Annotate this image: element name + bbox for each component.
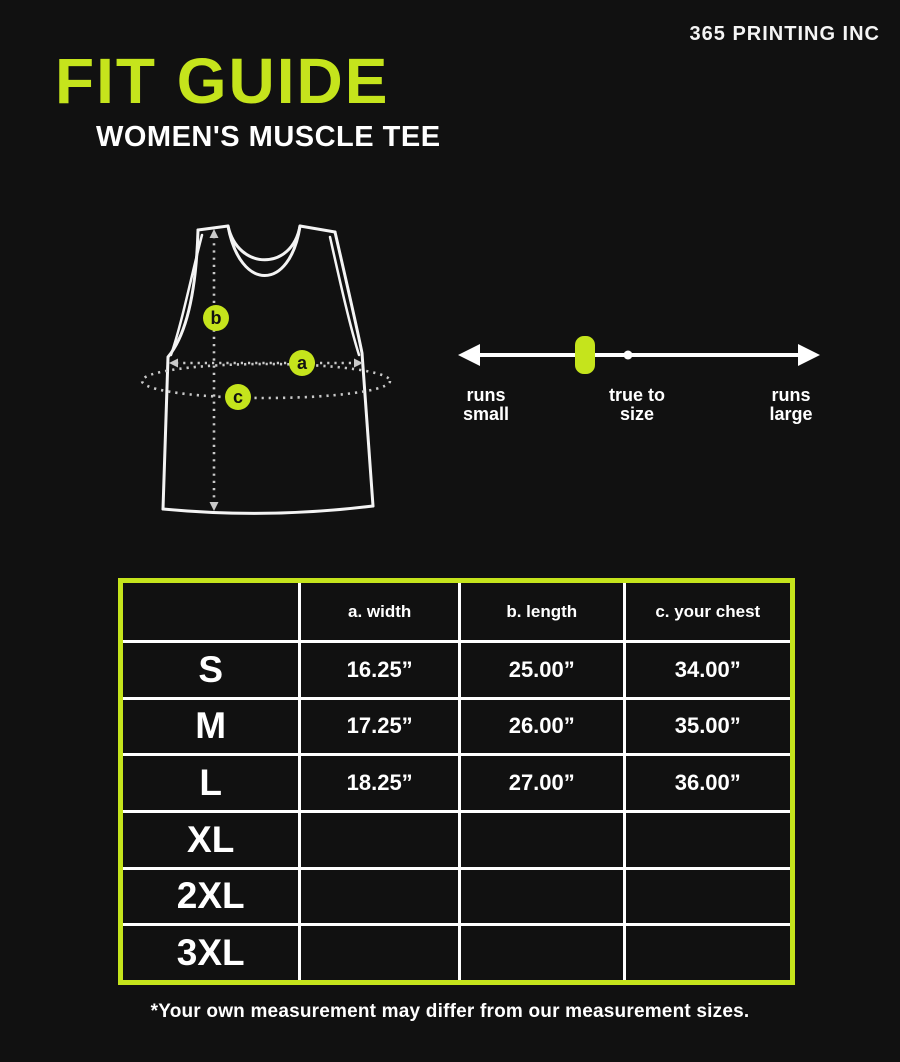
label-line: true to [609, 385, 665, 405]
fit-indicator [575, 336, 595, 374]
arrowhead-right [798, 344, 820, 366]
measurement-cell [623, 810, 791, 867]
size-label: XL [123, 810, 298, 867]
size-table [118, 578, 795, 985]
marker-c-letter: c [232, 387, 244, 407]
column-header: c. your chest [623, 583, 791, 640]
fit-scale-arrow [458, 344, 820, 366]
size-label: S [123, 640, 298, 697]
measure-marker-a [289, 350, 315, 376]
arrowhead-left [458, 344, 480, 366]
measure-marker-b [203, 305, 229, 331]
label-line: size [619, 404, 655, 424]
measurement-cell: 26.00” [458, 697, 623, 754]
measurement-cell: 35.00” [623, 697, 791, 754]
muscle-tee-diagram [140, 205, 410, 525]
page-subtitle: WOMEN'S MUSCLE TEE [96, 121, 441, 153]
label-line: runs [771, 385, 811, 405]
chest-measure-ellipse [142, 364, 390, 398]
measurement-cell: 18.25” [298, 753, 458, 810]
label-line: runs [466, 385, 506, 405]
column-header: b. length [458, 583, 623, 640]
size-label: L [123, 753, 298, 810]
fit-scale-label-runs-small [463, 386, 509, 424]
label-line: large [769, 404, 813, 424]
fit-scale-label-runs-large [769, 386, 812, 424]
footnote: *Your own measurement may differ from our measurement sizes. [150, 1001, 750, 1022]
measurement-cell [298, 867, 458, 924]
measurement-cell: 34.00” [623, 640, 791, 697]
size-label: M [123, 697, 298, 754]
size-label: 3XL [123, 923, 298, 980]
page-title: FIT GUIDE [55, 45, 390, 117]
measurement-cell [623, 867, 791, 924]
corner-header-cell [123, 583, 298, 640]
fit-scale [450, 330, 850, 380]
measurement-cell [458, 810, 623, 867]
measurement-cell [623, 923, 791, 980]
measurement-cell: 25.00” [458, 640, 623, 697]
measurement-cell: 36.00” [623, 753, 791, 810]
measurement-cell [458, 867, 623, 924]
measurement-cell [298, 810, 458, 867]
measurement-arrowheads [169, 229, 363, 511]
column-header: a. width [298, 583, 458, 640]
fit-scale-label-true-to-size [609, 386, 665, 424]
measurement-cell [458, 923, 623, 980]
size-label: 2XL [123, 867, 298, 924]
measurement-cell: 27.00” [458, 753, 623, 810]
brand-name: 365 PRINTING INC [689, 23, 880, 45]
measurement-cell [298, 923, 458, 980]
measurement-cell: 16.25” [298, 640, 458, 697]
marker-b-letter: b [210, 308, 222, 328]
tee-outline [163, 226, 373, 513]
measure-marker-c [225, 384, 251, 410]
measurement-cell: 17.25” [298, 697, 458, 754]
center-tick-dot [624, 351, 633, 360]
marker-a-letter: a [296, 353, 308, 373]
label-line: small [462, 404, 510, 424]
